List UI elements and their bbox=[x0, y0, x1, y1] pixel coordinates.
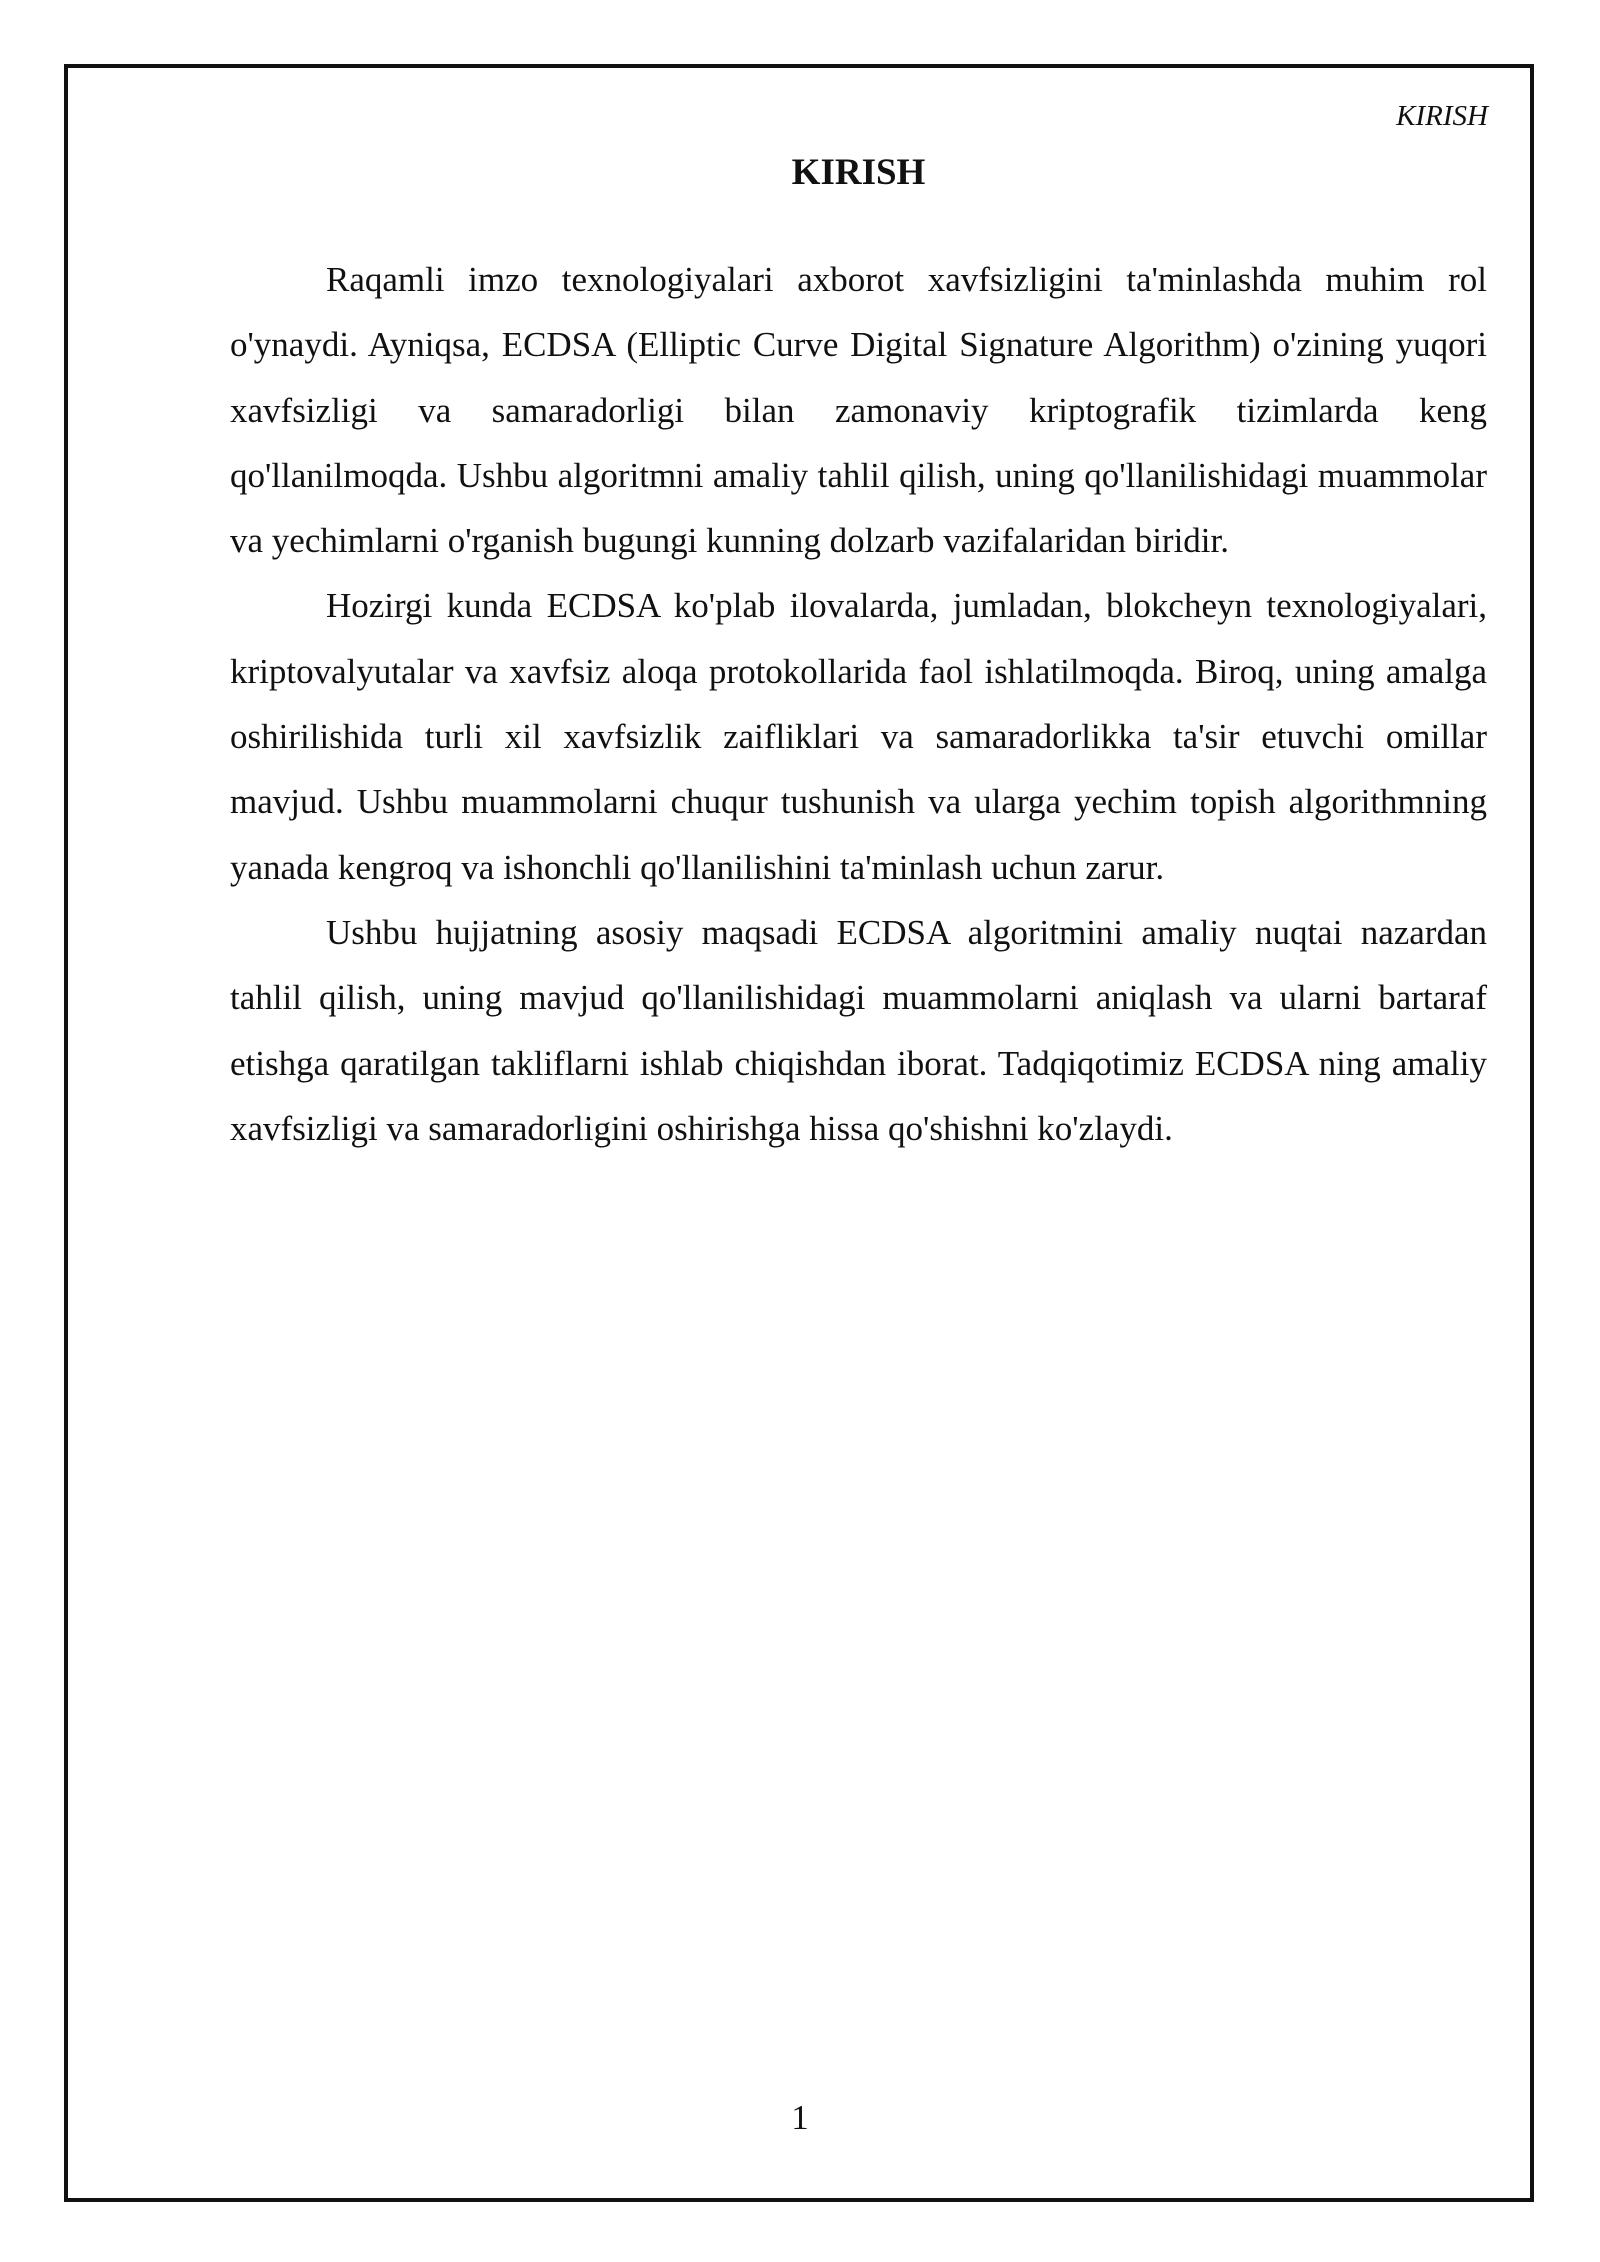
page-title: KIRISH bbox=[791, 152, 926, 193]
paragraph-1: Raqamli imzo texnologiyalari axborot xavfsizligini ta'minlashda muhim rol o'ynaydi. Ayniqsa, ECDSA (Elliptic Curve Digital Signature Algorithm) o'zining yuqori xavfsizligi va samaradorligi bilan zamonaviy kriptografik tizimlarda keng qo'llanilmoqda. Ushbu algoritmni amaliy tahlil qilish, uning qo'llanilishidagi muammolar va yechimlarni o'rganish bugungi kunning dolzarb vazifalaridan biridir. bbox=[230, 260, 1487, 561]
body-text bbox=[230, 247, 1487, 1161]
page-number: 1 bbox=[791, 2098, 809, 2137]
running-header: KIRISH bbox=[1396, 100, 1488, 132]
paragraph-3: Ushbu hujjatning asosiy maqsadi ECDSA algoritmini amaliy nuqtai nazardan tahlil qilish, uning mavjud qo'llanilishidagi muammolarni aniqlash va ularni bartaraf etishga qaratilgan takliflarni ishlab chiqishdan iborat. Tadqiqotimiz ECDSA ning amaliy xavfsizligi va samaradorligini oshirishga hissa qo'shishni ko'zlaydi. bbox=[230, 912, 1487, 1148]
paragraph-2: Hozirgi kunda ECDSA ko'plab ilovalarda, jumladan, blokcheyn texnologiyalari, kriptovalyutalar va xavfsiz aloqa protokollarida faol ishlatilmoqda. Biroq, uning amalga oshirilishida turli xil xavfsizlik zaifliklari va samaradorlikka ta'sir etuvchi omillar mavjud. Ushbu muammolarni chuqur tushunish va ularga yechim topish algorithmning yanada kengroq va ishonchli qo'llanilishini ta'minlash uchun zarur. bbox=[230, 586, 1487, 887]
